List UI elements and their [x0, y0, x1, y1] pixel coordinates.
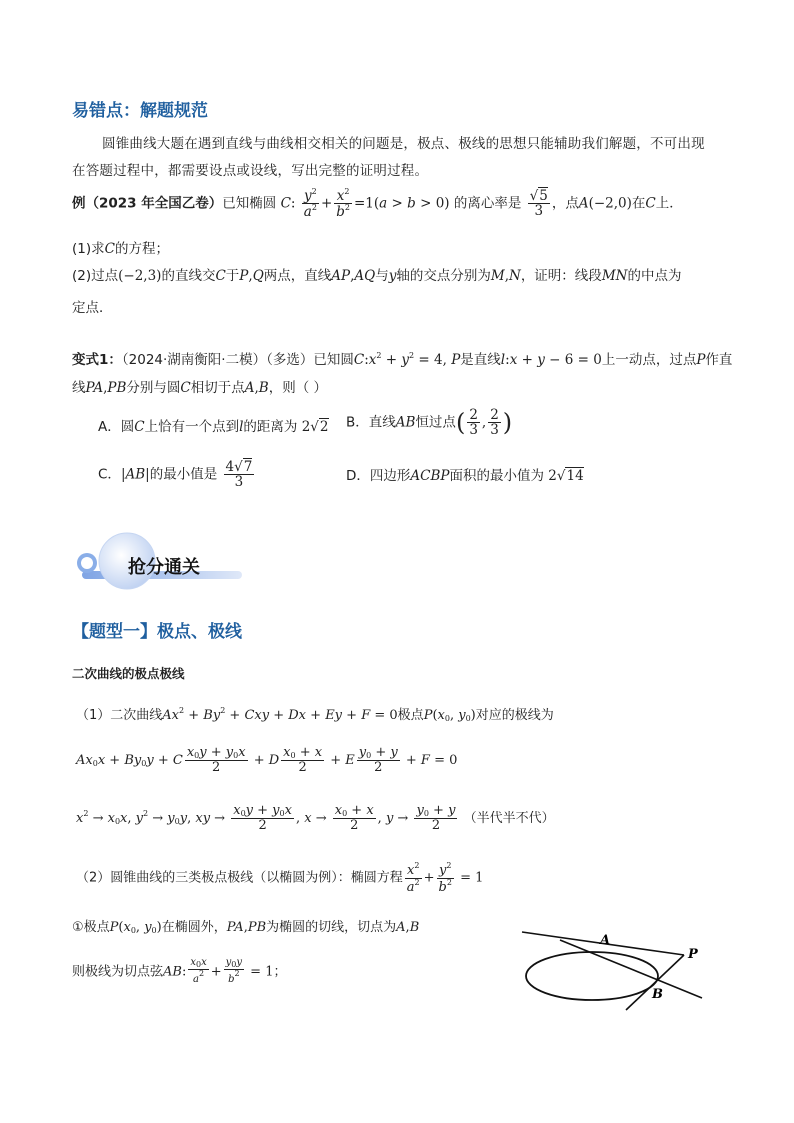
- variant-label: 变式1：: [72, 352, 122, 368]
- option-c: C．|AB|的最小值是 $\frac{4√7}{3}$: [98, 459, 253, 491]
- frac-x2-b2: $\frac{x^2}{b^2}$: [336, 187, 350, 221]
- option-d: D．四边形ACBP面积的最小值为 2√14: [346, 468, 584, 484]
- example-on-c: 在: [631, 195, 646, 212]
- example-q2-line1: (2)过点(−2,3)的直线交C于P,Q两点，直线AP,AQ与y轴的交点分别为M,N，证明：线段MN的中点为: [72, 268, 682, 284]
- intro-paragraph-line2: 在答题过程中，都需要设点或设线，写出完整的证明过程。: [72, 163, 429, 179]
- example-end: 上．: [655, 195, 683, 212]
- case1-line2: 则极线为切点弦AB: $\frac{x_0x}{a^2}$ + $\frac{y_0y}{b^2}$ = 1；: [72, 957, 287, 986]
- example-q1: (1)求C的方程；: [72, 241, 169, 257]
- intro-paragraph-line1: 圆锥曲线大题在遇到直线与曲线相交相关的问题是，极点、极线的思想只能辅助我们解题，不可出现: [102, 136, 705, 152]
- example-ecc-text: 的离心率是: [453, 195, 522, 212]
- ellipse: [526, 952, 658, 1000]
- polar-formula: $Ax_0x + By_0y + C$ $\frac{x_0y + y_0x}{2}$ + D $\frac{x_0 + x}{2}$ + E $\frac{y_0 + y}{2}$ + F = 0: [76, 745, 458, 776]
- example-intro: 已知椭圆: [222, 195, 277, 212]
- section-heading-error: 易错点：解题规范: [72, 101, 208, 121]
- case1-line1: ①极点$P(x_0$, $y_0$)在椭圆外，PA,PB为椭圆的切线，切点为A,B: [72, 920, 420, 935]
- frac-sqrt5-3: $\frac{√5}{3}$: [529, 188, 548, 220]
- secant-line: [560, 940, 702, 998]
- banner: [72, 527, 252, 597]
- banner-title: 抢分通关: [128, 557, 200, 578]
- substitution-rule: $x^2 \to x_0x$, $y^2 \to y_0y$, xy → $\frac{x_0y + y_0x}{2}$ , x → $\frac{x_0 + x}{2}$ , y → $\frac{y_0 + y}{2}$ （半代半不代）: [76, 803, 555, 834]
- ellipse-tangent-figure: [516, 924, 716, 1014]
- label-a: A: [600, 933, 611, 948]
- option-b: B．直线AB恒过点( $\frac{2}{3}$ , $\frac{2}{3}$ ): [346, 407, 513, 439]
- option-a: A．圆C上恰有一个点到l的距离为 2√2: [98, 419, 329, 435]
- type1-subheading: 二次曲线的极点极线: [72, 666, 185, 681]
- type1-p1: （1）二次曲线$Ax^2 + By^2$ + Cxy + Dx + Ey + F = 0极点$P(x_0$, $y_0$)对应的极线为: [76, 706, 554, 723]
- variant-line1: 变式1：（2024·湖南衡阳·二模）（多选）已知圆$C:x^2 + y^2 = 4$, P是直线l:x + y − 6 = 0上一动点，过点P作直: [72, 351, 733, 368]
- example-q2-line2: 定点．: [72, 300, 113, 316]
- frac-y2-a2: $\frac{y^2}{a^2}$: [303, 187, 317, 221]
- type1-heading: 【题型一】极点、极线: [72, 622, 242, 642]
- example-line1: 例（2023 年全国乙卷）已知椭圆 C: $\frac{y^2}{a^2}$ + $\frac{x^2}{b^2}$ =1(a > b > 0) 的离心率是 $\frac{√5}{3}$ ，点A(−2,0)在C上．: [72, 187, 683, 221]
- label-p: P: [688, 947, 698, 962]
- label-b: B: [652, 987, 663, 1002]
- example-label: 例（2023 年全国乙卷）: [72, 195, 223, 212]
- example-point-text: ，点: [551, 195, 579, 212]
- variant-line2: 线PA,PB分别与圆C相切于点A,B，则（ ）: [72, 380, 328, 396]
- type1-p2: （2）圆锥曲线的三类极点极线（以椭圆为例）：椭圆方程 $\frac{x^2}{a^2}$ + $\frac{y^2}{b^2}$ = 1: [76, 861, 484, 895]
